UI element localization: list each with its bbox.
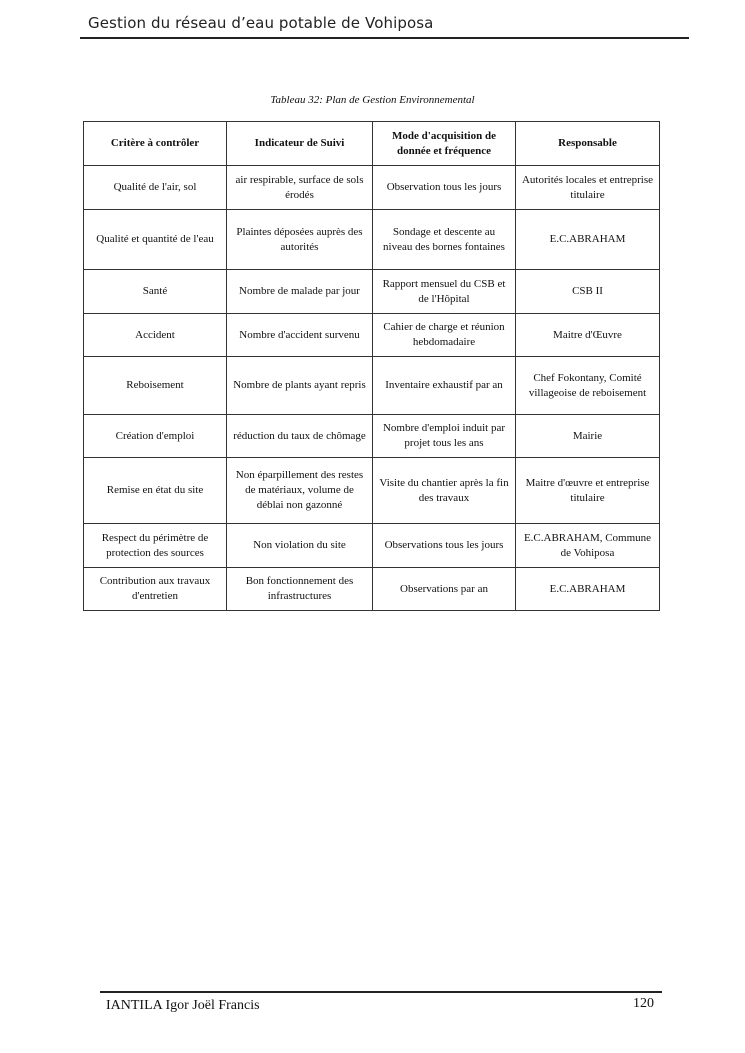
table-caption: Tableau 32: Plan de Gestion Environnemental [270,94,475,106]
cell-indicateur: Non éparpillement des restes de matériaux, volume de déblai non gazonné [227,458,373,524]
table-row [84,210,660,270]
cell-mode: Observations tous les jours [373,524,516,568]
cell-responsable: Mairie [516,415,660,458]
table-row [84,568,660,611]
cell-indicateur: Nombre de plants ayant repris [227,357,373,415]
cell-mode: Nombre d'emploi induit par projet tous les ans [373,415,516,458]
cell-responsable: E.C.ABRAHAM [516,568,660,611]
footer-author: IANTILA Igor Joël Francis [106,998,260,1013]
cell-responsable: Maitre d'Œuvre [516,314,660,357]
table-row [84,314,660,357]
cell-responsable: E.C.ABRAHAM, Commune de Vohiposa [516,524,660,568]
cell-indicateur: Nombre de malade par jour [227,270,373,314]
page-number: 120 [633,996,654,1011]
cell-responsable: E.C.ABRAHAM [516,210,660,270]
table-row [84,270,660,314]
cell-responsable: Maitre d'œuvre et entreprise titulaire [516,458,660,524]
cell-mode: Inventaire exhaustif par an [373,357,516,415]
page-header-title: Gestion du réseau d’eau potable de Vohiposa [88,14,434,32]
cell-indicateur: air respirable, surface de sols érodés [227,166,373,210]
column-header-indicateur: Indicateur de Suivi [227,122,373,166]
header-rule [80,37,689,39]
cell-indicateur: Bon fonctionnement des infrastructures [227,568,373,611]
column-header-critere: Critère à contrôler [84,122,227,166]
cell-critere: Contribution aux travaux d'entretien [84,568,227,611]
cell-indicateur: réduction du taux de chômage [227,415,373,458]
table-row [84,524,660,568]
cell-critere: Qualité et quantité de l'eau [84,210,227,270]
cell-critere: Création d'emploi [84,415,227,458]
cell-indicateur: Plaintes déposées auprès des autorités [227,210,373,270]
cell-critere: Qualité de l'air, sol [84,166,227,210]
table-row [84,415,660,458]
cell-critere: Remise en état du site [84,458,227,524]
table-row [84,458,660,524]
footer-rule [100,991,662,993]
cell-mode: Observations par an [373,568,516,611]
cell-indicateur: Non violation du site [227,524,373,568]
cell-indicateur: Nombre d'accident survenu [227,314,373,357]
cell-mode: Rapport mensuel du CSB et de l'Hôpital [373,270,516,314]
table-header-row [84,122,660,166]
cell-responsable: Autorités locales et entreprise titulaire [516,166,660,210]
column-header-responsable: Responsable [516,122,660,166]
cell-critere: Santé [84,270,227,314]
cell-critere: Accident [84,314,227,357]
cell-responsable: Chef Fokontany, Comité villageoise de reboisement [516,357,660,415]
cell-mode: Visite du chantier après la fin des travaux [373,458,516,524]
cell-critere: Reboisement [84,357,227,415]
column-header-mode-acquisition: Mode d'acquisition de donnée et fréquence [373,122,516,166]
environmental-management-table [83,121,660,611]
cell-mode: Observation tous les jours [373,166,516,210]
cell-mode: Cahier de charge et réunion hebdomadaire [373,314,516,357]
cell-mode: Sondage et descente au niveau des bornes fontaines [373,210,516,270]
table-row [84,357,660,415]
cell-responsable: CSB II [516,270,660,314]
table-row [84,166,660,210]
cell-critere: Respect du périmètre de protection des sources [84,524,227,568]
